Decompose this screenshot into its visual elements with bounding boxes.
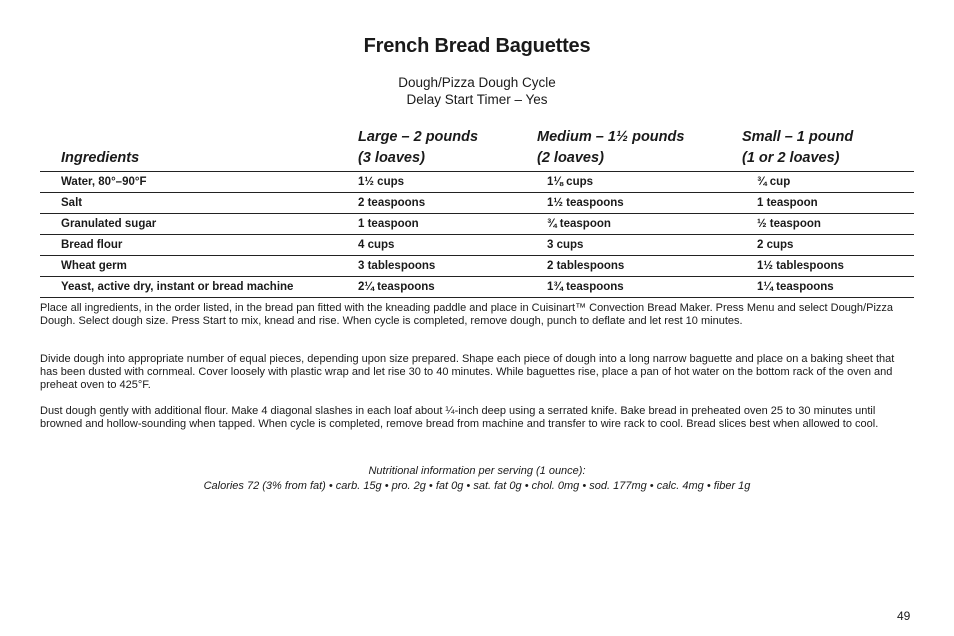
medium-size-weight: Medium – 1½ pounds (537, 129, 685, 145)
ingredient-name: Salt (61, 197, 83, 209)
delay-timer-setting: Delay Start Timer – Yes (406, 92, 548, 107)
medium-amount: 1¾ teaspoons (547, 281, 624, 293)
instruction-paragraph: Place all ingredients, in the order listed, in the bread pan fitted with the kneading paddle and place in Cuisinart™ Convection Bread Maker. Press Menu and select Dough/Pizza Dough. Select dough size. Press Start to mix, knead and rise. When cycle is completed, remove dough, punch to deflate and let rest 10 minutes. (40, 302, 893, 327)
small-amount: 1¼ teaspoons (757, 281, 834, 293)
ingredient-name: Water, 80°–90°F (61, 176, 147, 188)
large-amount: 4 cups (358, 239, 395, 251)
table-row (40, 193, 914, 214)
cycle-setting: Dough/Pizza Dough Cycle (398, 75, 556, 90)
large-size-weight: Large – 2 pounds (358, 129, 479, 145)
ingredients-header: Ingredients (61, 150, 140, 166)
table-row (40, 277, 914, 298)
large-size-header (358, 127, 478, 169)
large-amount: 3 tablespoons (358, 260, 436, 272)
small-size-loaves: (1 or 2 loaves) (742, 150, 840, 166)
medium-amount: 1½ teaspoons (547, 197, 624, 209)
instruction-paragraph: Dust dough gently with additional flour. Make 4 diagonal slashes in each loaf about ¼-inch deep using a serrated knife. Bake bread in preheated oven 25 to 30 minutes until browned and hollow-sounding when tapped. When cycle is completed, remove bread from machine and transfer to wire rack to cool. Bread slices best when allowed to cool. (40, 405, 879, 430)
small-amount: ½ teaspoon (757, 218, 821, 230)
medium-amount: 3 cups (547, 239, 584, 251)
nutrition-details: Calories 72 (3% from fat) • carb. 15g • pro. 2g • fat 0g • sat. fat 0g • chol. 0mg • sod. 177mg • calc. 4mg • fiber 1g (203, 480, 751, 492)
instruction-paragraph: Divide dough into appropriate number of equal pieces, depending upon size prepared. Shape each piece of dough into a long narrow baguette and place on a baking sheet that has been dusted with cornmeal. Cover loosely with plastic wrap and let rise 30 to 40 minutes. While baguettes rise, place a pan of hot water on the bottom rack of the oven and preheat oven to 425°F. (40, 353, 895, 391)
small-amount: ¾ cup (757, 176, 791, 188)
table-row (40, 256, 914, 277)
small-size-header (742, 127, 853, 169)
cycle-info (0, 74, 954, 108)
table-row (40, 235, 914, 256)
medium-size-header (537, 127, 684, 169)
small-size-weight: Small – 1 pound (742, 129, 854, 145)
recipe-title: French Bread Baguettes (363, 35, 591, 57)
ingredients-table (40, 171, 914, 298)
table-row (40, 172, 914, 193)
medium-amount: 1⅛ cups (547, 176, 594, 188)
ingredient-name: Wheat germ (61, 260, 127, 272)
medium-size-loaves: (2 loaves) (537, 150, 604, 166)
large-amount: 2 teaspoons (358, 197, 426, 209)
table-row (40, 214, 914, 235)
ingredient-name: Granulated sugar (61, 218, 157, 230)
small-amount: 1 teaspoon (757, 197, 818, 209)
large-size-loaves: (3 loaves) (358, 150, 425, 166)
ingredient-name: Bread flour (61, 239, 123, 251)
medium-amount: 2 tablespoons (547, 260, 625, 272)
small-amount: 1½ tablespoons (757, 260, 844, 272)
large-amount: 2¼ teaspoons (358, 281, 435, 293)
ingredient-name: Yeast, active dry, instant or bread machine (61, 281, 294, 293)
large-amount: 1 teaspoon (358, 218, 419, 230)
medium-amount: ¾ teaspoon (547, 218, 611, 230)
small-amount: 2 cups (757, 239, 794, 251)
large-amount: 1½ cups (358, 176, 405, 188)
page-number: 49 (897, 609, 911, 623)
nutrition-heading: Nutritional information per serving (1 ounce): (368, 465, 586, 477)
